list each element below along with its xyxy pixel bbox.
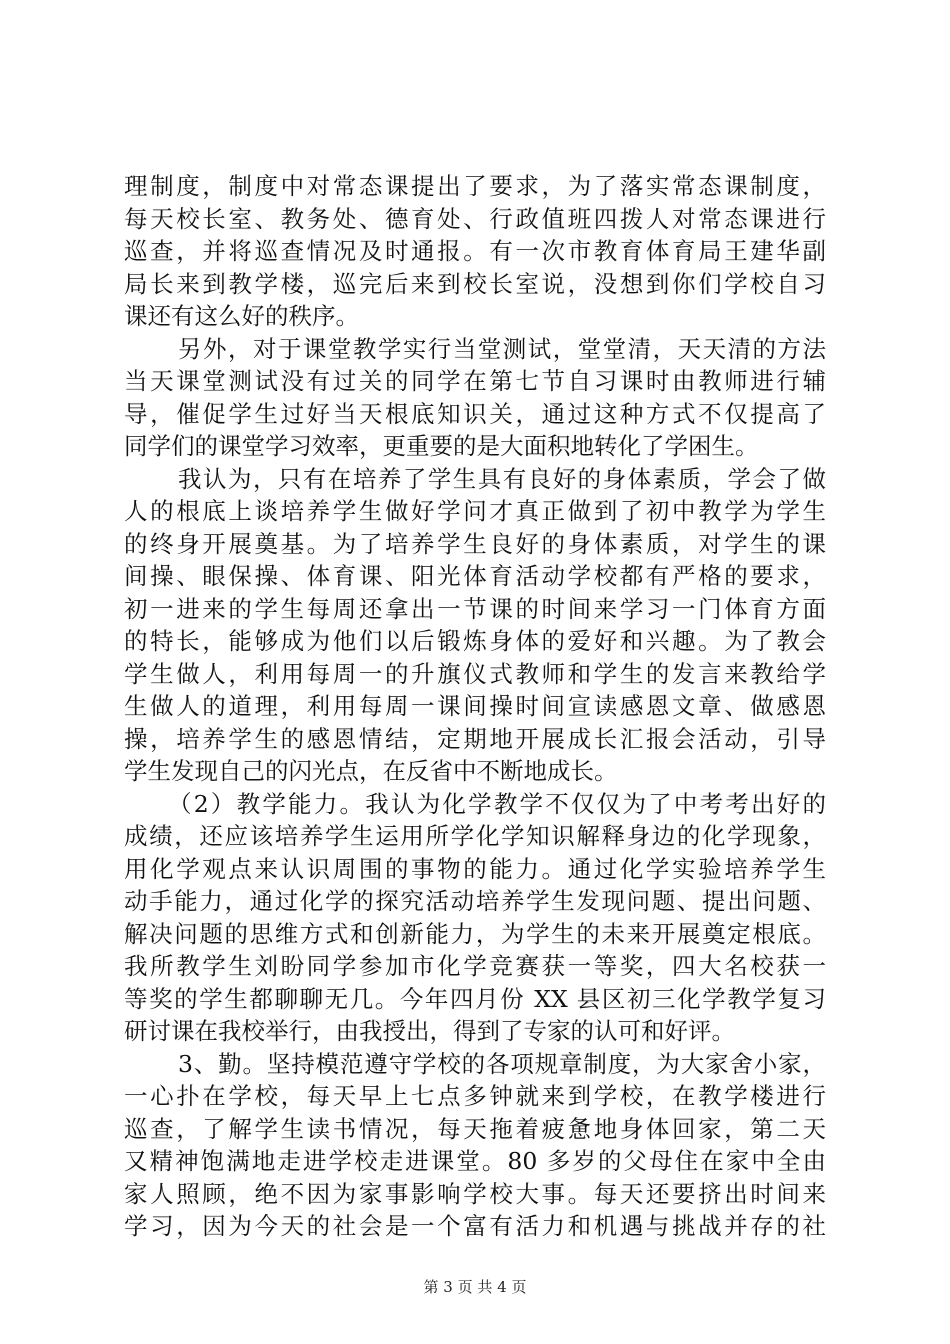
text-line: 巡查，并将巡查情况及时通报。有一次市教育体育局王建华副	[124, 237, 826, 265]
body-text	[124, 170, 826, 1243]
text-line: 我所教学生刘盼同学参加市化学竞赛获一等奖，四大名校获一	[124, 952, 826, 980]
text-line: 间操、眼保操、体育课、阳光体育活动学校都有严格的要求，	[124, 562, 826, 590]
text-line: 的特长，能够成为他们以后锻炼身体的爱好和兴趣。为了教会	[124, 627, 826, 655]
text-line: 巡查，了解学生读书情况，每天拖着疲惫地身体回家，第二天	[124, 1114, 826, 1143]
text-line: 生做人的道理，利用每周一课间操时间宣读感恩文章、做感恩	[124, 692, 826, 720]
text-line: 每天校长室、教务处、德育处、行政值班四拨人对常态课进行	[124, 204, 826, 233]
text-line: 学生做人，利用每周一的升旗仪式教师和学生的发言来教给学	[124, 659, 826, 688]
page-number-footer: 第 3 页 共 4 页	[423, 1278, 527, 1296]
text-line: 理制度，制度中对常态课提出了要求，为了落实常态课制度，	[124, 172, 826, 200]
text-line: 3、勤。坚持模范遵守学校的各项规章制度，为大家舍小家，	[178, 1049, 826, 1078]
text-line: 解决问题的思维方式和创新能力，为学生的未来开展奠定根底。	[124, 919, 826, 948]
text-line: 我认为，只有在培养了学生具有良好的身体素质，学会了做	[178, 464, 826, 493]
text-line: （2）教学能力。我认为化学教学不仅仅为了中考考出好的	[168, 789, 826, 818]
text-line: 又精神饱满地走进学校走进课堂。80 多岁的父母住在家中全由	[124, 1147, 826, 1175]
text-line: 当天课堂测试没有过关的同学在第七节自习课时由教师进行辅	[124, 367, 826, 395]
text-line: 操，培养学生的感恩情结，定期地开展成长汇报会活动，引导	[124, 724, 826, 753]
text-line: 导，催促学生过好当天根底知识关，通过这种方式不仅提高了	[124, 399, 826, 428]
text-line: 动手能力，通过化学的探究活动培养学生发现问题、提出问题、	[124, 887, 826, 915]
text-line: 课还有这么好的秩序。	[124, 302, 359, 330]
text-line: 同学们的课堂学习效率，更重要的是大面积地转化了学困生。	[124, 432, 759, 460]
text-line: 另外，对于课堂教学实行当堂测试，堂堂清，天天清的方法	[178, 334, 826, 363]
text-line: 家人照顾，绝不因为家事影响学校大事。每天还要挤出时间来	[124, 1179, 826, 1208]
text-line: 人的根底上谈培养学生做好学问才真正做到了初中教学为学生	[124, 497, 826, 525]
text-line: 的终身开展奠基。为了培养学生良好的身体素质，对学生的课	[124, 529, 826, 558]
text-line: 成绩，还应该培养学生运用所学化学知识解释身边的化学现象，	[124, 822, 826, 850]
text-line: 用化学观点来认识周围的事物的能力。通过化学实验培养学生	[124, 854, 826, 883]
text-line: 等奖的学生都聊聊无几。今年四月份 XX 县区初三化学教学复习	[124, 984, 826, 1013]
text-line: 学习，因为今天的社会是一个富有活力和机遇与挑战并存的社	[124, 1212, 826, 1240]
text-line: 局长来到教学楼，巡完后来到校长室说，没想到你们学校自习	[124, 269, 826, 298]
text-line: 初一进来的学生每周还拿出一节课的时间来学习一门体育方面	[124, 594, 826, 623]
text-line: 一心扑在学校，每天早上七点多钟就来到学校，在教学楼进行	[124, 1082, 826, 1110]
text-line: 研讨课在我校举行，由我授出，得到了专家的认可和好评。	[124, 1017, 735, 1045]
text-line: 学生发现自己的闪光点，在反省中不断地成长。	[124, 757, 618, 785]
